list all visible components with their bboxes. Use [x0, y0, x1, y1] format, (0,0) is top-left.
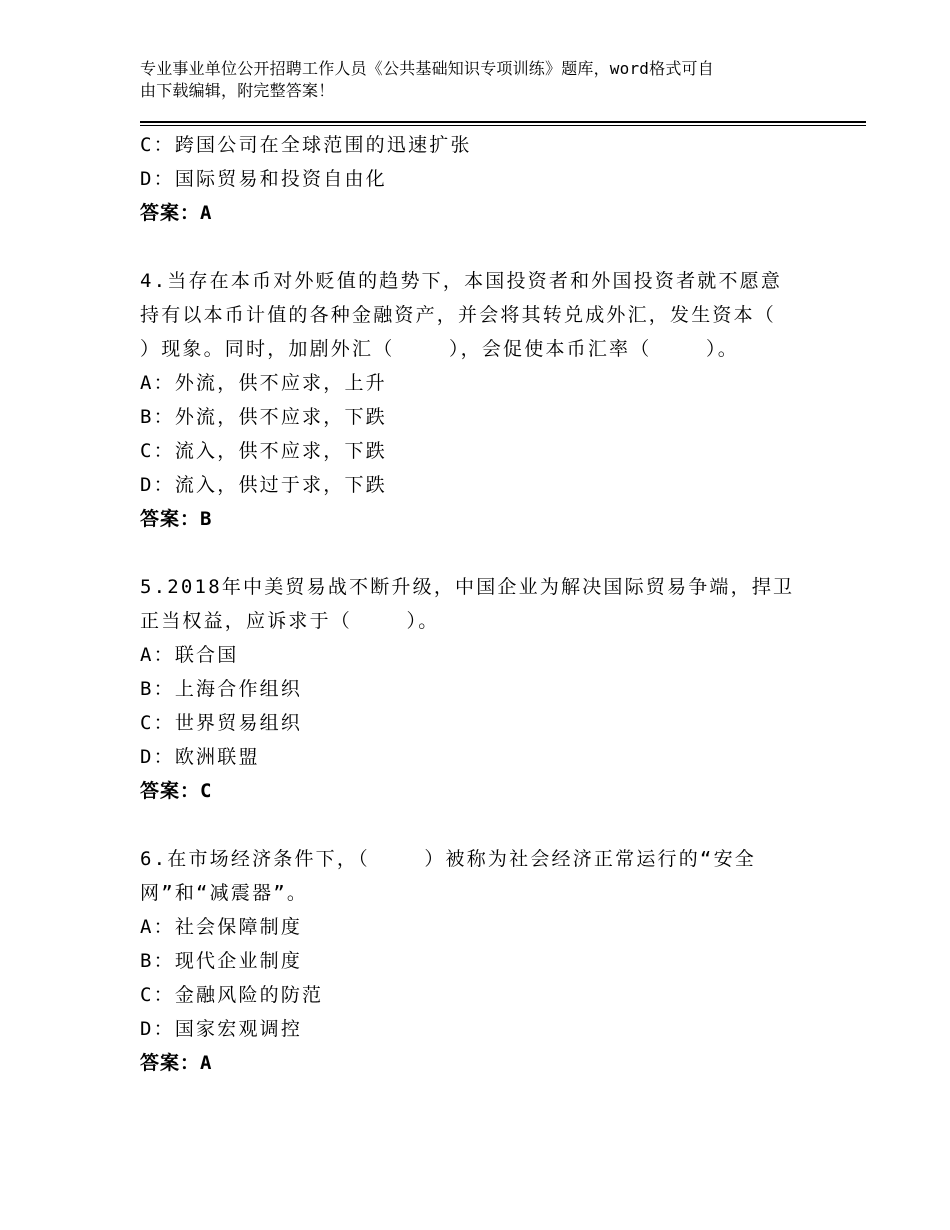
question-stem-line: 正当权益，应诉求于（ ）。	[140, 610, 440, 632]
option-c: C：跨国公司在全球范围的迅速扩张	[140, 134, 472, 156]
answer-label: 答案：	[140, 780, 201, 802]
question-stem-line: 6.在市场经济条件下，（ ）被称为社会经济正常运行的“安全	[140, 848, 756, 870]
question-4	[140, 264, 810, 536]
question-stem-line: 4.当存在本币对外贬值的趋势下，本国投资者和外国投资者就不愿意	[140, 270, 783, 292]
answer-line	[140, 502, 810, 536]
option-c: C：金融风险的防范	[140, 984, 324, 1006]
answer-value: C	[200, 780, 213, 802]
answer-line	[140, 774, 810, 808]
header-line-1: 专业事业单位公开招聘工作人员《公共基础知识专项训练》题库，word格式可自	[140, 59, 714, 78]
answer-value: B	[200, 508, 213, 530]
header-line-2: 由下载编辑，附完整答案！	[140, 81, 335, 100]
question-stem-line: 5.2018年中美贸易战不断升级，中国企业为解决国际贸易争端，捍卫	[140, 576, 795, 598]
question-5	[140, 570, 810, 808]
question-stem-line: 网”和“减震器”。	[140, 882, 309, 904]
answer-value: A	[200, 202, 213, 224]
option-d: D：流入，供过于求，下跌	[140, 474, 387, 496]
question-3-partial	[140, 128, 810, 230]
question-stem-line: 持有以本币计值的各种金融资产，并会将其转兑成外汇，发生资本（	[140, 304, 777, 326]
option-d: D：国家宏观调控	[140, 1018, 303, 1040]
option-b: B：外流，供不应求，下跌	[140, 406, 387, 428]
option-a: A：联合国	[140, 644, 239, 666]
page-header	[140, 58, 805, 102]
option-d: D：欧洲联盟	[140, 746, 260, 768]
option-a: A：社会保障制度	[140, 916, 303, 938]
answer-line	[140, 1046, 810, 1080]
option-c: C：流入，供不应求，下跌	[140, 440, 387, 462]
answer-label: 答案：	[140, 202, 201, 224]
answer-label: 答案：	[140, 508, 201, 530]
header-rule-thin	[140, 125, 866, 126]
answer-value: A	[200, 1052, 213, 1074]
answer-line	[140, 196, 810, 230]
option-b: B：现代企业制度	[140, 950, 303, 972]
question-content	[140, 128, 810, 1080]
question-stem-line: ）现象。同时，加剧外汇（ ），会促使本币汇率（ ）。	[140, 338, 739, 360]
header-rule-thick	[140, 121, 866, 123]
option-b: B：上海合作组织	[140, 678, 303, 700]
question-6	[140, 842, 810, 1080]
option-c: C：世界贸易组织	[140, 712, 303, 734]
option-d: D：国际贸易和投资自由化	[140, 168, 387, 190]
option-a: A：外流，供不应求，上升	[140, 372, 387, 394]
answer-label: 答案：	[140, 1052, 201, 1074]
